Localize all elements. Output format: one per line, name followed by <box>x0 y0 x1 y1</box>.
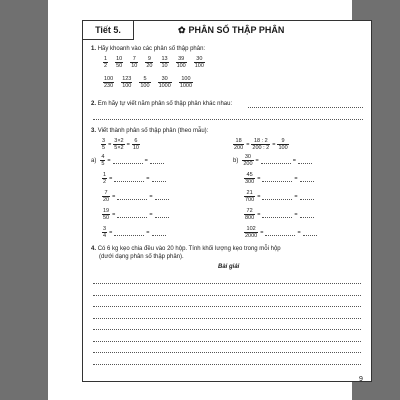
exercise-item <box>91 208 169 221</box>
star-icon: ✿ <box>178 25 186 35</box>
equals-sign: = <box>112 193 116 200</box>
answer-blank[interactable] <box>117 194 147 200</box>
equals-sign: = <box>149 193 153 200</box>
answer-blank[interactable] <box>150 158 164 164</box>
solution-line[interactable] <box>93 364 361 365</box>
numerator: 4 <box>101 154 105 160</box>
equals-sign: = <box>146 175 150 182</box>
exercise-item <box>233 154 312 167</box>
fraction[interactable] <box>113 138 124 151</box>
question-3 <box>91 128 208 134</box>
equals-sign: = <box>294 175 298 182</box>
numerator: 9 <box>145 56 153 63</box>
question-4 <box>91 246 281 252</box>
exercise-item <box>233 226 317 239</box>
answer-blank[interactable] <box>262 176 292 182</box>
question-text: Em hãy tự viết năm phân số thập phân khác nhau: <box>97 101 233 107</box>
answer-blank[interactable] <box>152 230 166 236</box>
denominator: 100 <box>194 63 204 69</box>
equals-sign: = <box>146 229 150 236</box>
numerator: 1 <box>103 172 107 178</box>
given-fraction[interactable] <box>102 208 110 221</box>
denominator: 20 <box>103 197 110 203</box>
denominator: 4 <box>103 233 107 239</box>
denominator: 100 <box>140 83 150 89</box>
choice-fraction[interactable] <box>194 56 205 69</box>
equals-sign: = <box>255 157 259 164</box>
question-text: Hãy khoanh vào các phân số thập phân: <box>97 46 206 52</box>
answer-blank[interactable] <box>117 212 147 218</box>
exercise-item <box>91 226 166 239</box>
answer-blank[interactable] <box>262 212 292 218</box>
page-title <box>178 25 284 36</box>
equals-sign: = <box>257 193 261 200</box>
denominator: 10 <box>132 145 139 151</box>
numerator: 1 <box>104 56 108 62</box>
denominator: 10 <box>161 63 168 69</box>
denominator: 800 <box>245 215 255 221</box>
denominator: 10 <box>131 63 138 69</box>
equals-sign: = <box>112 211 116 218</box>
equals-sign: = <box>149 211 153 218</box>
denominator: 2000 <box>245 233 258 239</box>
solution-line[interactable] <box>93 306 361 307</box>
numerator: 19 <box>103 208 110 214</box>
question-number: 1. <box>91 46 97 52</box>
sample-left <box>101 138 140 151</box>
equals-sign: = <box>144 157 148 164</box>
numerator: 13 <box>161 56 168 62</box>
fraction[interactable] <box>251 138 270 151</box>
answer-blank[interactable] <box>300 212 314 218</box>
solution-line[interactable] <box>93 318 361 319</box>
question-text: Có 6 kg kẹo chia đều vào 20 hộp. Tính khối lượng kẹo trong mỗi hộp <box>97 246 281 252</box>
numerator: 45 <box>244 172 255 179</box>
answer-blank[interactable] <box>152 176 166 182</box>
numerator: 3 <box>103 226 107 232</box>
solution-line[interactable] <box>93 283 361 284</box>
answer-blank[interactable] <box>113 158 143 164</box>
question-text: Viết thành phân số thập phân (theo mẫu): <box>97 128 209 134</box>
numerator: 5 <box>139 76 150 83</box>
numerator: 30 <box>158 76 172 83</box>
denominator: 200 <box>243 161 253 167</box>
denominator: 50 <box>116 63 123 69</box>
answer-line[interactable] <box>93 119 363 120</box>
fraction[interactable] <box>233 138 244 151</box>
sample-right <box>233 138 289 151</box>
denominator: 200 : 2 <box>252 145 270 151</box>
answer-line[interactable] <box>248 107 363 108</box>
denominator: 100 <box>176 63 186 69</box>
choice-fraction[interactable] <box>160 56 168 69</box>
item-label: a) <box>91 157 97 164</box>
denominator: 20 <box>146 63 153 69</box>
answer-blank[interactable] <box>298 158 312 164</box>
equals-sign: = <box>272 141 276 148</box>
denominator: 1000 <box>179 83 193 89</box>
given-fraction[interactable] <box>102 190 110 203</box>
numerator: 30 <box>242 154 253 161</box>
solution-line[interactable] <box>93 352 361 353</box>
question-number: 4. <box>91 246 97 252</box>
given-fraction[interactable] <box>244 226 258 239</box>
numerator: 30 <box>194 56 205 63</box>
choice-fraction[interactable] <box>145 56 153 69</box>
worksheet-page <box>48 0 363 400</box>
given-fraction[interactable] <box>244 208 255 221</box>
solution-line[interactable] <box>93 295 361 296</box>
numerator: 18 : 2 <box>251 138 270 145</box>
numerator: 3 <box>102 138 106 144</box>
numerator: 39 <box>176 56 187 63</box>
choice-fraction[interactable] <box>130 56 138 69</box>
answer-blank[interactable] <box>303 230 317 236</box>
equals-sign: = <box>257 175 261 182</box>
choice-fraction[interactable] <box>158 76 172 89</box>
solution-line[interactable] <box>93 341 361 342</box>
numerator: 102 <box>244 226 258 233</box>
equals-sign: = <box>108 141 112 148</box>
solution-heading: Bài giải <box>218 264 240 270</box>
header <box>83 21 371 41</box>
denominator: 2 <box>104 63 108 69</box>
exercise-item <box>91 154 164 167</box>
page-number: 9 <box>359 376 363 383</box>
answer-blank[interactable] <box>114 230 144 236</box>
answer-blank[interactable] <box>300 194 314 200</box>
denominator: 700 <box>245 197 255 203</box>
fraction[interactable] <box>277 138 288 151</box>
question-2 <box>91 101 232 107</box>
denominator: 100 <box>122 83 132 89</box>
given-fraction[interactable] <box>244 190 255 203</box>
given-fraction[interactable] <box>242 154 253 167</box>
numerator: 3×2 <box>114 138 124 144</box>
numerator: 100 <box>179 76 193 83</box>
exercise-item <box>233 172 314 185</box>
given-fraction[interactable] <box>244 172 255 185</box>
answer-blank[interactable] <box>155 194 169 200</box>
answer-blank[interactable] <box>114 176 144 182</box>
denominator: 5×2 <box>114 145 124 151</box>
equals-sign: = <box>297 229 301 236</box>
equals-sign: = <box>109 175 113 182</box>
equals-sign: = <box>294 211 298 218</box>
denominator: 230 <box>104 83 114 89</box>
numerator: 6 <box>132 138 140 145</box>
question-1 <box>91 46 205 52</box>
numerator: 21 <box>244 190 255 197</box>
equals-sign: = <box>109 229 113 236</box>
denominator: 200 <box>234 145 244 151</box>
question-number: 2. <box>91 101 97 107</box>
answer-blank[interactable] <box>300 176 314 182</box>
denominator: 5 <box>101 161 105 167</box>
choice-fraction[interactable] <box>115 56 123 69</box>
denominator: 2 <box>103 179 107 185</box>
denominator: 300 <box>245 179 255 185</box>
numerator: 10 <box>116 56 123 62</box>
answer-blank[interactable] <box>262 194 292 200</box>
denominator: 1000 <box>158 83 171 89</box>
numerator: 100 <box>104 76 114 82</box>
given-fraction[interactable] <box>102 172 107 185</box>
equals-sign: = <box>126 141 130 148</box>
fraction-row-2 <box>103 76 193 89</box>
fraction-row-1 <box>103 56 205 69</box>
denominator: 5 <box>102 145 106 151</box>
numerator: 72 <box>244 208 255 215</box>
answer-blank[interactable] <box>261 158 291 164</box>
numerator: 7 <box>102 190 110 197</box>
choice-fraction[interactable] <box>103 76 114 89</box>
given-fraction[interactable] <box>102 226 107 239</box>
choice-fraction[interactable] <box>103 56 108 69</box>
exercise-item <box>91 172 166 185</box>
title-text: PHÂN SỐ THẬP PHÂN <box>188 25 285 35</box>
worksheet-frame <box>82 20 372 382</box>
numerator: 18 <box>233 138 244 145</box>
question-4-note: (dưới dạng phân số thập phân). <box>99 254 184 260</box>
answer-blank[interactable] <box>155 212 169 218</box>
equals-sign: = <box>294 193 298 200</box>
numerator: 9 <box>277 138 288 145</box>
fraction[interactable] <box>101 138 106 151</box>
left-background <box>0 0 48 400</box>
fraction[interactable] <box>132 138 140 151</box>
exercise-item <box>233 190 314 203</box>
equals-sign: = <box>246 141 250 148</box>
equals-sign: = <box>257 211 261 218</box>
exercise-item <box>91 190 169 203</box>
choice-fraction[interactable] <box>176 56 187 69</box>
denominator: 50 <box>103 215 110 221</box>
exercise-item <box>233 208 314 221</box>
lesson-label: Tiết 5. <box>83 21 134 40</box>
choice-fraction[interactable] <box>139 76 150 89</box>
answer-blank[interactable] <box>265 230 295 236</box>
question-number: 3. <box>91 128 97 134</box>
item-label: b) <box>233 157 239 164</box>
choice-fraction[interactable] <box>179 76 193 89</box>
equals-sign: = <box>107 157 111 164</box>
choice-fraction[interactable] <box>121 76 132 89</box>
denominator: 100 <box>278 145 288 151</box>
given-fraction[interactable] <box>100 154 105 167</box>
equals-sign: = <box>260 229 264 236</box>
solution-line[interactable] <box>93 329 361 330</box>
numerator: 7 <box>130 56 138 63</box>
numerator: 123 <box>122 76 132 82</box>
equals-sign: = <box>292 157 296 164</box>
